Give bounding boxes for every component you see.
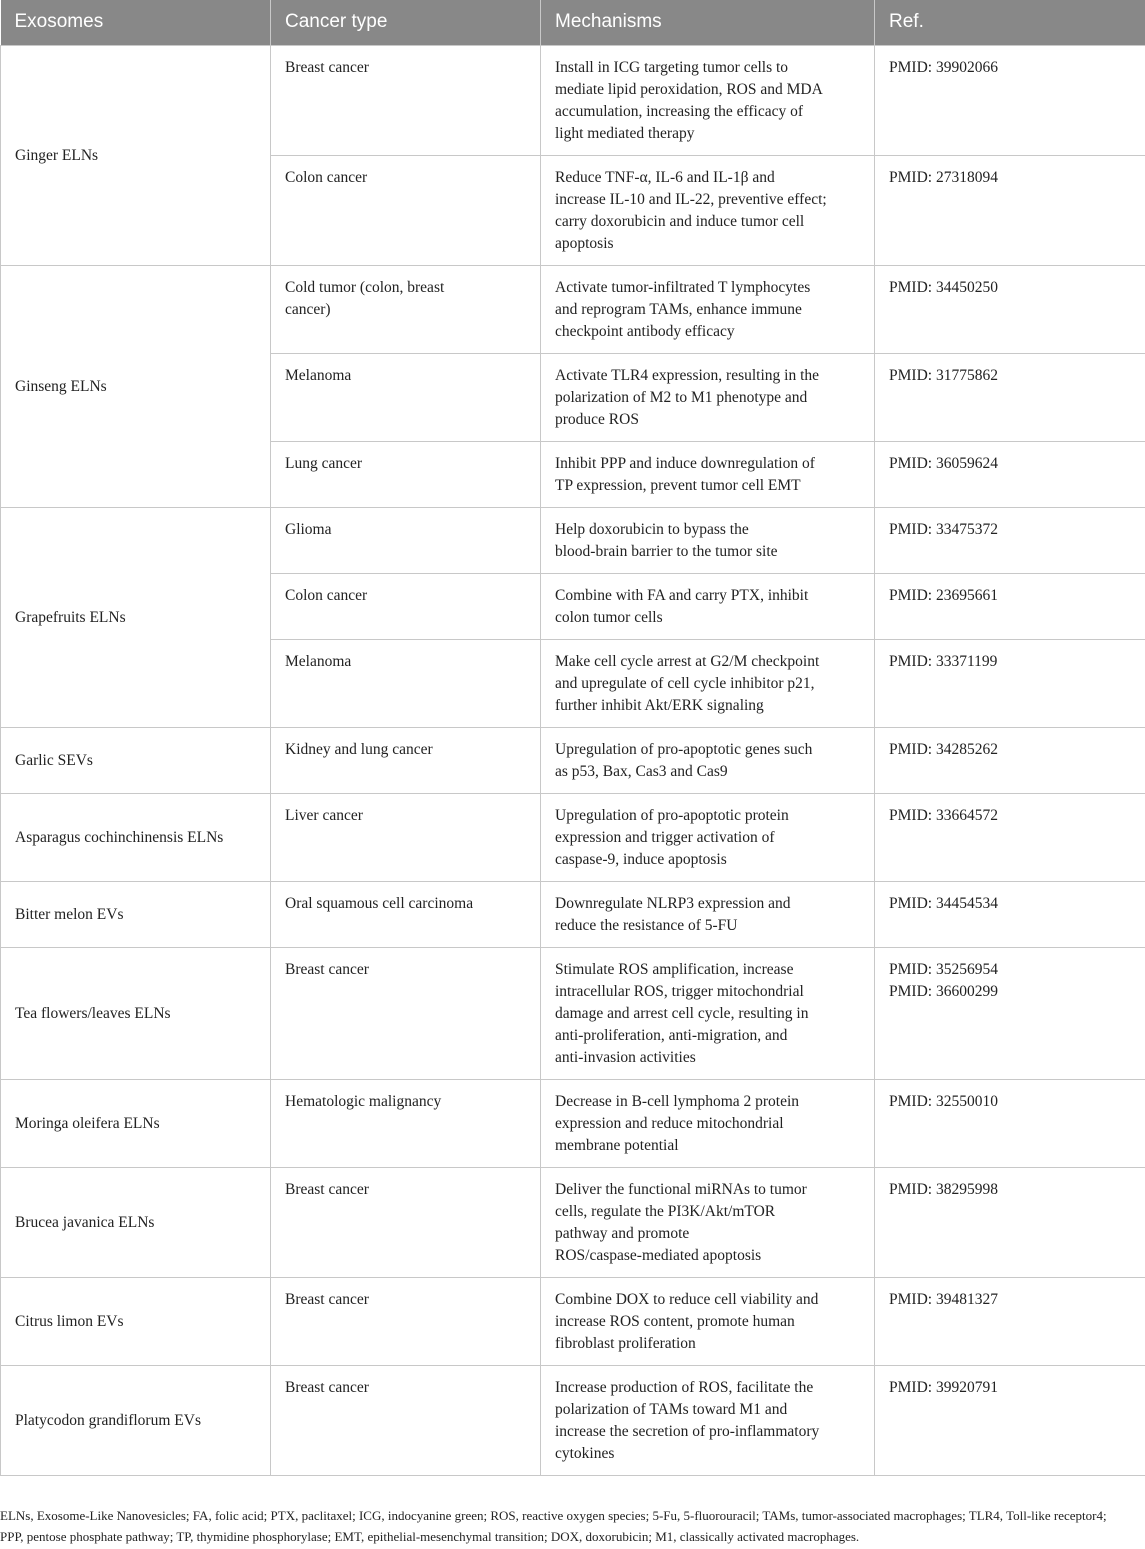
cancer-type-cell: Kidney and lung cancer [271, 727, 541, 793]
table-row [1, 1167, 1145, 1277]
mechanism-cell [541, 727, 875, 793]
ref-cell [875, 441, 1145, 507]
mechanism-line: cytokines [555, 1444, 615, 1462]
cancer-type-cell: Hematologic malignancy [271, 1079, 541, 1167]
mechanism-cell [541, 441, 875, 507]
mechanism-cell [541, 639, 875, 727]
mechanism-line: increase the secretion of pro-inflammatory [555, 1422, 820, 1440]
mechanism-line: anti-invasion activities [555, 1048, 696, 1066]
mechanism-line: pathway and promote [555, 1224, 690, 1242]
mechanism-cell [541, 1365, 875, 1475]
cancer-type-cell: Melanoma [271, 353, 541, 441]
pmid-reference: PMID: 34450250 [889, 278, 998, 296]
mechanism-cell [541, 1079, 875, 1167]
mechanism-line: Increase production of ROS, facilitate the [555, 1378, 814, 1396]
mechanism-line: increase ROS content, promote human [555, 1312, 795, 1330]
mechanism-line: and reprogram TAMs, enhance immune [555, 300, 802, 318]
cancer-type-cell: Cold tumor (colon, breast cancer) [271, 265, 541, 353]
ref-cell [875, 155, 1145, 265]
mechanism-line: further inhibit Akt/ERK signaling [555, 696, 764, 714]
mechanism-line: Install in ICG targeting tumor cells to [555, 58, 789, 76]
mechanism-line: Deliver the functional miRNAs to tumor [555, 1180, 807, 1198]
mechanism-line: accumulation, increasing the efficacy of [555, 102, 804, 120]
exosome-cell: Tea flowers/leaves ELNs [1, 947, 271, 1079]
mechanism-line: Reduce TNF-α, IL-6 and IL-1β and [555, 168, 775, 186]
mechanism-line: expression and reduce mitochondrial [555, 1114, 784, 1132]
mechanism-line: expression and trigger activation of [555, 828, 775, 846]
mechanism-cell [541, 155, 875, 265]
mechanism-line: checkpoint antibody efficacy [555, 322, 735, 340]
mechanism-cell [541, 573, 875, 639]
table-row [1, 265, 1145, 353]
mechanism-line: Upregulation of pro-apoptotic protein [555, 806, 789, 824]
table-row [1, 1277, 1145, 1365]
mechanism-line: polarization of M2 to M1 phenotype and [555, 388, 808, 406]
pmid-reference: PMID: 39902066 [889, 58, 998, 76]
pmid-reference: PMID: 33475372 [889, 520, 998, 538]
mechanism-line: increase IL-10 and IL-22, preventive effect; [555, 190, 827, 208]
ref-cell [875, 881, 1145, 947]
mechanism-line: ROS/caspase-mediated apoptosis [555, 1246, 762, 1264]
cancer-type-cell: Lung cancer [271, 441, 541, 507]
cancer-type-cell: Liver cancer [271, 793, 541, 881]
mechanism-line: intracellular ROS, trigger mitochondrial [555, 982, 804, 1000]
mechanism-line: fibroblast proliferation [555, 1334, 696, 1352]
ref-cell [875, 947, 1145, 1079]
mechanism-cell [541, 947, 875, 1079]
mechanism-line: and upregulate of cell cycle inhibitor p21, [555, 674, 815, 692]
mechanism-line: membrane potential [555, 1136, 679, 1154]
mechanism-line: Downregulate NLRP3 expression and [555, 894, 791, 912]
cancer-type-cell: Breast cancer [271, 1167, 541, 1277]
ref-cell [875, 507, 1145, 573]
mechanism-cell [541, 1277, 875, 1365]
header-mechanisms: Mechanisms [541, 0, 875, 45]
cancer-type-cell: Oral squamous cell carcinoma [271, 881, 541, 947]
mechanism-line: carry doxorubicin and induce tumor cell [555, 212, 805, 230]
mechanism-line: polarization of TAMs toward M1 and [555, 1400, 788, 1418]
pmid-reference: PMID: 35256954 [889, 960, 998, 978]
mechanism-cell [541, 1167, 875, 1277]
table-row [1, 45, 1145, 155]
ref-cell [875, 1079, 1145, 1167]
exosome-cell: Ginseng ELNs [1, 265, 271, 507]
table-row [1, 947, 1145, 1079]
pmid-reference: PMID: 34454534 [889, 894, 998, 912]
ref-cell [875, 1167, 1145, 1277]
pmid-reference: PMID: 36600299 [889, 982, 998, 1000]
mechanism-line: Help doxorubicin to bypass the [555, 520, 749, 538]
mechanism-line: produce ROS [555, 410, 639, 428]
mechanism-line: Inhibit PPP and induce downregulation of [555, 454, 815, 472]
mechanism-line: light mediated therapy [555, 124, 695, 142]
mechanism-line: Activate TLR4 expression, resulting in the [555, 366, 820, 384]
cancer-type-cell: Breast cancer [271, 45, 541, 155]
cancer-type-cell: Breast cancer [271, 1365, 541, 1475]
exosome-cell: Brucea javanica ELNs [1, 1167, 271, 1277]
cancer-type-cell: Glioma [271, 507, 541, 573]
exosome-cell: Garlic SEVs [1, 727, 271, 793]
ref-cell [875, 639, 1145, 727]
mechanism-line: Combine with FA and carry PTX, inhibit [555, 586, 809, 604]
pmid-reference: PMID: 33664572 [889, 806, 998, 824]
mechanism-cell [541, 507, 875, 573]
pmid-reference: PMID: 31775862 [889, 366, 998, 384]
table-row [1, 1079, 1145, 1167]
ref-cell [875, 1277, 1145, 1365]
mechanism-line: as p53, Bax, Cas3 and Cas9 [555, 762, 728, 780]
mechanism-line: caspase-9, induce apoptosis [555, 850, 727, 868]
mechanism-line: Decrease in B-cell lymphoma 2 protein [555, 1092, 800, 1110]
pmid-reference: PMID: 39920791 [889, 1378, 998, 1396]
pmid-reference: PMID: 27318094 [889, 168, 998, 186]
mechanism-line: Combine DOX to reduce cell viability and [555, 1290, 819, 1308]
ref-cell [875, 265, 1145, 353]
mechanism-cell [541, 793, 875, 881]
header-ref: Ref. [875, 0, 1145, 45]
mechanism-line: Stimulate ROS amplification, increase [555, 960, 794, 978]
table-row [1, 727, 1145, 793]
table-footnote: ELNs, Exosome-Like Nanovesicles; FA, folic acid; PTX, paclitaxel; ICG, indocyanine green; ROS, reactive oxygen species; 5-Fu, 5-fluorouracil; TAMs, tumor-associated macrophages; TLR4, Toll-like receptor4; PPP, pentose phosphate pathway; TP, thymidine phosphorylase; EMT, epithelial-mesenchymal transition; DOX, doxorubicin; M1, classically activated macrophages. [0, 1508, 1107, 1544]
cancer-type-cell: Breast cancer [271, 1277, 541, 1365]
mechanism-line: Activate tumor-infiltrated T lymphocytes [555, 278, 811, 296]
exosome-cell: Grapefruits ELNs [1, 507, 271, 727]
header-exosomes: Exosomes [1, 0, 271, 45]
exosome-cell: Ginger ELNs [1, 45, 271, 265]
pmid-reference: PMID: 33371199 [889, 652, 998, 670]
cancer-type-cell: Melanoma [271, 639, 541, 727]
ref-cell [875, 1365, 1145, 1475]
table-row [1, 1365, 1145, 1475]
header-cancer-type: Cancer type [271, 0, 541, 45]
ref-cell [875, 727, 1145, 793]
cancer-type-cell: Colon cancer [271, 155, 541, 265]
pmid-reference: PMID: 32550010 [889, 1092, 998, 1110]
mechanism-line: Make cell cycle arrest at G2/M checkpoint [555, 652, 820, 670]
mechanism-cell [541, 881, 875, 947]
mechanism-line: TP expression, prevent tumor cell EMT [555, 476, 801, 494]
pmid-reference: PMID: 39481327 [889, 1290, 998, 1308]
mechanism-line: mediate lipid peroxidation, ROS and MDA [555, 80, 823, 98]
mechanism-line: reduce the resistance of 5-FU [555, 916, 738, 934]
mechanism-line: anti-proliferation, anti-migration, and [555, 1026, 788, 1044]
pmid-reference: PMID: 38295998 [889, 1180, 998, 1198]
mechanism-line: damage and arrest cell cycle, resulting in [555, 1004, 809, 1022]
mechanism-line: blood-brain barrier to the tumor site [555, 542, 778, 560]
cancer-type-cell: Colon cancer [271, 573, 541, 639]
ref-cell [875, 793, 1145, 881]
ref-cell [875, 45, 1145, 155]
mechanism-line: Upregulation of pro-apoptotic genes such [555, 740, 813, 758]
mechanism-cell [541, 265, 875, 353]
exosome-cell: Asparagus cochinchinensis ELNs [1, 793, 271, 881]
mechanism-cell [541, 353, 875, 441]
table-row [1, 507, 1145, 573]
pmid-reference: PMID: 23695661 [889, 586, 998, 604]
pmid-reference: PMID: 36059624 [889, 454, 998, 472]
exosome-cell: Moringa oleifera ELNs [1, 1079, 271, 1167]
cancer-type-cell: Breast cancer [271, 947, 541, 1079]
table-body [1, 45, 1145, 1475]
table-row [1, 793, 1145, 881]
exosome-cell: Platycodon grandiflorum EVs [1, 1365, 271, 1475]
exosome-cell: Bitter melon EVs [1, 881, 271, 947]
header-row [1, 0, 1145, 45]
exosome-cell: Citrus limon EVs [1, 1277, 271, 1365]
mechanism-line: cells, regulate the PI3K/Akt/mTOR [555, 1202, 776, 1220]
mechanism-line: apoptosis [555, 234, 614, 252]
pmid-reference: PMID: 34285262 [889, 740, 998, 758]
ref-cell [875, 573, 1145, 639]
ref-cell [875, 353, 1145, 441]
mechanism-cell [541, 45, 875, 155]
table-row [1, 881, 1145, 947]
mechanism-line: colon tumor cells [555, 608, 663, 626]
